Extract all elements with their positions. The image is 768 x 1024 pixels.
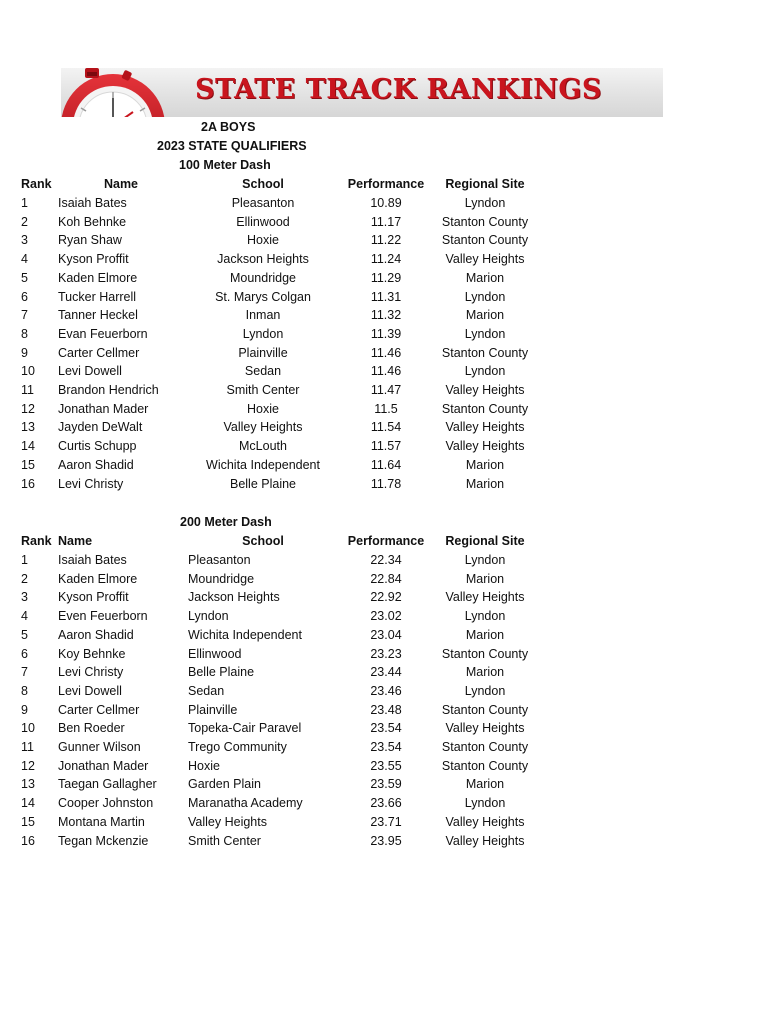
rank-cell: 2 [21,214,28,229]
rank-cell: 5 [21,627,28,642]
school-cell: Smith Center [226,383,300,397]
rank-cell: 2 [21,571,28,586]
school-cell: Jackson Heights [188,590,280,605]
name-cell: Levi Christy [58,476,124,491]
performance-cell: 11.46 [370,364,402,379]
table-row [0,832,768,851]
school-cell: Smith Center [188,833,261,848]
name-cell: Kyson Proffit [58,252,129,267]
name-cell: Carter Cellmer [58,702,140,717]
header-region: Regional Site [445,177,525,191]
region-cell: Lyndon [464,553,506,567]
performance-cell: 23.46 [370,683,402,698]
region-cell: Marion [465,457,505,472]
region-cell: Stanton County [441,646,529,661]
rank-cell: 1 [21,196,28,210]
table-row [0,645,768,664]
table-header-row [0,532,768,551]
rank-cell: 9 [21,345,28,360]
name-cell: Tucker Harrell [58,289,137,304]
rank-cell: 15 [21,457,35,472]
rank-cell: 11 [21,383,34,397]
rank-cell: 12 [21,401,35,416]
school-cell: Plainville [238,345,288,360]
table-row [0,306,768,325]
performance-cell: 11.64 [370,457,402,472]
table-row [0,194,768,213]
table-row [0,626,768,645]
table-header-row [0,175,768,194]
region-cell: Marion [465,308,505,323]
banner-title: STATE TRACK RANKINGS [195,74,602,105]
region-cell: Lyndon [464,796,506,811]
rank-cell: 10 [21,364,35,379]
performance-cell: 23.48 [370,702,402,717]
performance-cell: 23.95 [370,833,402,848]
rank-cell: 3 [21,590,28,605]
table-row [0,663,768,682]
header-school: School [242,177,284,191]
school-cell: Pleasanton [231,196,295,210]
header-school: School [242,534,284,548]
performance-cell: 11.22 [370,233,402,248]
region-cell: Lyndon [464,683,506,698]
performance-cell: 11.78 [370,476,402,491]
rank-cell: 15 [21,814,35,829]
school-cell: Valley Heights [188,814,267,829]
table-row [0,794,768,813]
name-cell: Isaiah Bates [58,196,127,210]
name-cell: Aaron Shadid [58,627,134,642]
region-cell: Lyndon [464,326,506,341]
name-cell: Tanner Heckel [58,308,138,323]
table-row [0,400,768,419]
name-cell: Jonathan Mader [58,401,149,416]
region-cell: Lyndon [464,289,506,304]
region-cell: Valley Heights [445,383,525,397]
performance-cell: 11.17 [370,214,402,229]
name-cell: Gunner Wilson [58,740,141,754]
performance-cell: 22.84 [370,571,402,586]
performance-cell: 11.46 [370,345,402,360]
region-cell: Marion [465,571,505,586]
division-heading: 2A BOYS [201,120,256,134]
name-cell: Evan Feuerborn [58,326,148,341]
performance-cell: 11.39 [370,326,402,341]
table-row [0,381,768,400]
header-performance: Performance [347,534,425,548]
name-cell: Koh Behnke [58,214,127,229]
rank-cell: 14 [21,796,35,811]
region-cell: Stanton County [441,345,529,360]
region-cell: Valley Heights [445,252,525,267]
performance-cell: 11.29 [370,270,402,285]
name-cell: Curtis Schupp [58,439,137,454]
header-region: Regional Site [445,534,525,548]
name-cell: Ryan Shaw [58,233,122,248]
table-row [0,269,768,288]
name-cell: Koy Behnke [58,646,126,661]
table-row [0,701,768,720]
table-row [0,570,768,589]
performance-cell: 23.59 [370,777,402,792]
rank-cell: 1 [21,553,28,567]
performance-cell: 23.04 [370,627,402,642]
region-cell: Lyndon [464,609,506,624]
region-cell: Stanton County [441,740,529,754]
school-cell: Belle Plaine [188,665,255,680]
table-row [0,775,768,794]
school-cell: Wichita Independent [206,457,320,472]
performance-cell: 11.47 [370,383,402,397]
school-cell: Wichita Independent [188,627,302,642]
school-cell: Maranatha Academy [188,796,303,811]
table-row [0,418,768,437]
school-cell: Plainville [188,702,238,717]
name-cell: Montana Martin [58,814,145,829]
rank-cell: 9 [21,702,28,717]
rank-cell: 8 [21,326,28,341]
rank-cell: 16 [21,833,35,848]
region-cell: Marion [465,270,505,285]
name-cell: Taegan Gallagher [58,777,157,792]
performance-cell: 11.24 [370,252,402,267]
rank-cell: 13 [21,777,35,792]
region-cell: Marion [465,665,505,680]
performance-cell: 22.34 [370,553,402,567]
performance-cell: 11.54 [370,420,402,435]
name-cell: Aaron Shadid [58,457,134,472]
region-cell: Lyndon [464,364,506,379]
school-cell: Pleasanton [188,553,251,567]
name-cell: Levi Dowell [58,364,122,379]
school-cell: Lyndon [242,326,284,341]
performance-cell: 23.23 [370,646,402,661]
school-cell: Hoxie [247,401,279,416]
region-cell: Stanton County [441,702,529,717]
table-row [0,213,768,232]
performance-cell: 23.55 [370,758,402,773]
rank-cell: 13 [21,420,35,435]
name-cell: Cooper Johnston [58,796,154,811]
school-cell: Jackson Heights [217,252,309,267]
performance-cell: 11.31 [370,289,402,304]
region-cell: Lyndon [464,196,506,210]
school-cell: Lyndon [188,609,229,624]
subtitle-heading: 2023 STATE QUALIFIERS [157,139,307,153]
name-cell: Kyson Proffit [58,590,129,605]
school-cell: Moundridge [229,270,296,285]
name-cell: Levi Christy [58,665,124,680]
region-cell: Valley Heights [445,814,525,829]
table-row [0,250,768,269]
header-performance: Performance [347,177,425,191]
table-row [0,551,768,570]
region-cell: Valley Heights [445,439,525,454]
school-cell: Ellinwood [236,214,290,229]
performance-cell: 23.71 [370,814,402,829]
region-cell: Valley Heights [445,721,525,736]
rank-cell: 16 [21,476,35,491]
table-row [0,325,768,344]
school-cell: Ellinwood [188,646,242,661]
region-cell: Valley Heights [445,833,525,848]
table-row [0,231,768,250]
rank-cell: 4 [21,252,28,267]
name-cell: Even Feuerborn [58,609,148,624]
region-cell: Stanton County [441,401,529,416]
school-cell: Moundridge [188,571,255,586]
name-cell: Ben Roeder [58,721,125,736]
school-cell: St. Marys Colgan [215,289,311,304]
performance-cell: 23.02 [370,609,402,624]
region-cell: Valley Heights [445,420,525,435]
header-name: Name [103,177,139,191]
name-cell: Tegan Mckenzie [58,833,149,848]
table-row [0,682,768,701]
name-cell: Jonathan Mader [58,758,149,773]
table-row [0,437,768,456]
table-row [0,456,768,475]
name-cell: Carter Cellmer [58,345,140,360]
performance-cell: 23.54 [370,740,402,754]
rank-cell: 6 [21,646,28,661]
rank-cell: 11 [21,740,34,754]
rank-cell: 4 [21,609,28,624]
rank-cell: 7 [21,665,28,680]
performance-cell: 11.57 [370,439,402,454]
performance-cell: 23.66 [370,796,402,811]
rank-cell: 14 [21,439,35,454]
rank-cell: 12 [21,758,35,773]
school-cell: McLouth [239,439,287,454]
table-row [0,288,768,307]
school-cell: Garden Plain [188,777,261,792]
header-name: Name [58,534,93,548]
performance-cell: 22.92 [370,590,402,605]
event-title: 100 Meter Dash [179,158,271,172]
region-cell: Stanton County [441,758,529,773]
school-cell: Trego Community [188,740,287,754]
rank-cell: 10 [21,721,35,736]
banner [61,68,663,117]
table-row [0,738,768,757]
region-cell: Stanton County [441,233,529,248]
table-row [0,362,768,381]
stopwatch-icon [61,68,171,117]
region-cell: Marion [465,777,505,792]
table-row [0,813,768,832]
name-cell: Jayden DeWalt [58,420,143,435]
table-row [0,719,768,738]
rank-cell: 8 [21,683,28,698]
performance-cell: 23.44 [370,665,402,680]
table-row [0,588,768,607]
performance-cell: 10.89 [370,196,402,210]
rank-cell: 3 [21,233,28,248]
rank-cell: 7 [21,308,28,323]
performance-cell: 23.54 [370,721,402,736]
region-cell: Marion [465,627,505,642]
performance-cell: 11.32 [370,308,402,323]
performance-cell: 11.5 [374,401,398,416]
name-cell: Kaden Elmore [58,270,138,285]
header-rank: Rank [21,177,52,191]
table-row [0,344,768,363]
school-cell: Hoxie [247,233,279,248]
school-cell: Topeka-Cair Paravel [188,721,302,736]
event-title: 200 Meter Dash [180,515,272,529]
school-cell: Sedan [188,683,225,698]
school-cell: Hoxie [188,758,220,773]
header-rank: Rank [21,534,52,548]
rank-cell: 5 [21,270,28,285]
name-cell: Isaiah Bates [58,553,127,567]
name-cell: Levi Dowell [58,683,122,698]
school-cell: Inman [245,308,281,323]
school-cell: Belle Plaine [229,476,296,491]
table-row [0,475,768,494]
school-cell: Valley Heights [223,420,303,435]
name-cell: Kaden Elmore [58,571,138,586]
table-row [0,757,768,776]
table-row [0,607,768,626]
rank-cell: 6 [21,289,28,304]
school-cell: Sedan [244,364,282,379]
region-cell: Valley Heights [445,590,525,605]
region-cell: Marion [465,476,505,491]
region-cell: Stanton County [441,214,529,229]
name-cell: Brandon Hendrich [58,383,159,397]
